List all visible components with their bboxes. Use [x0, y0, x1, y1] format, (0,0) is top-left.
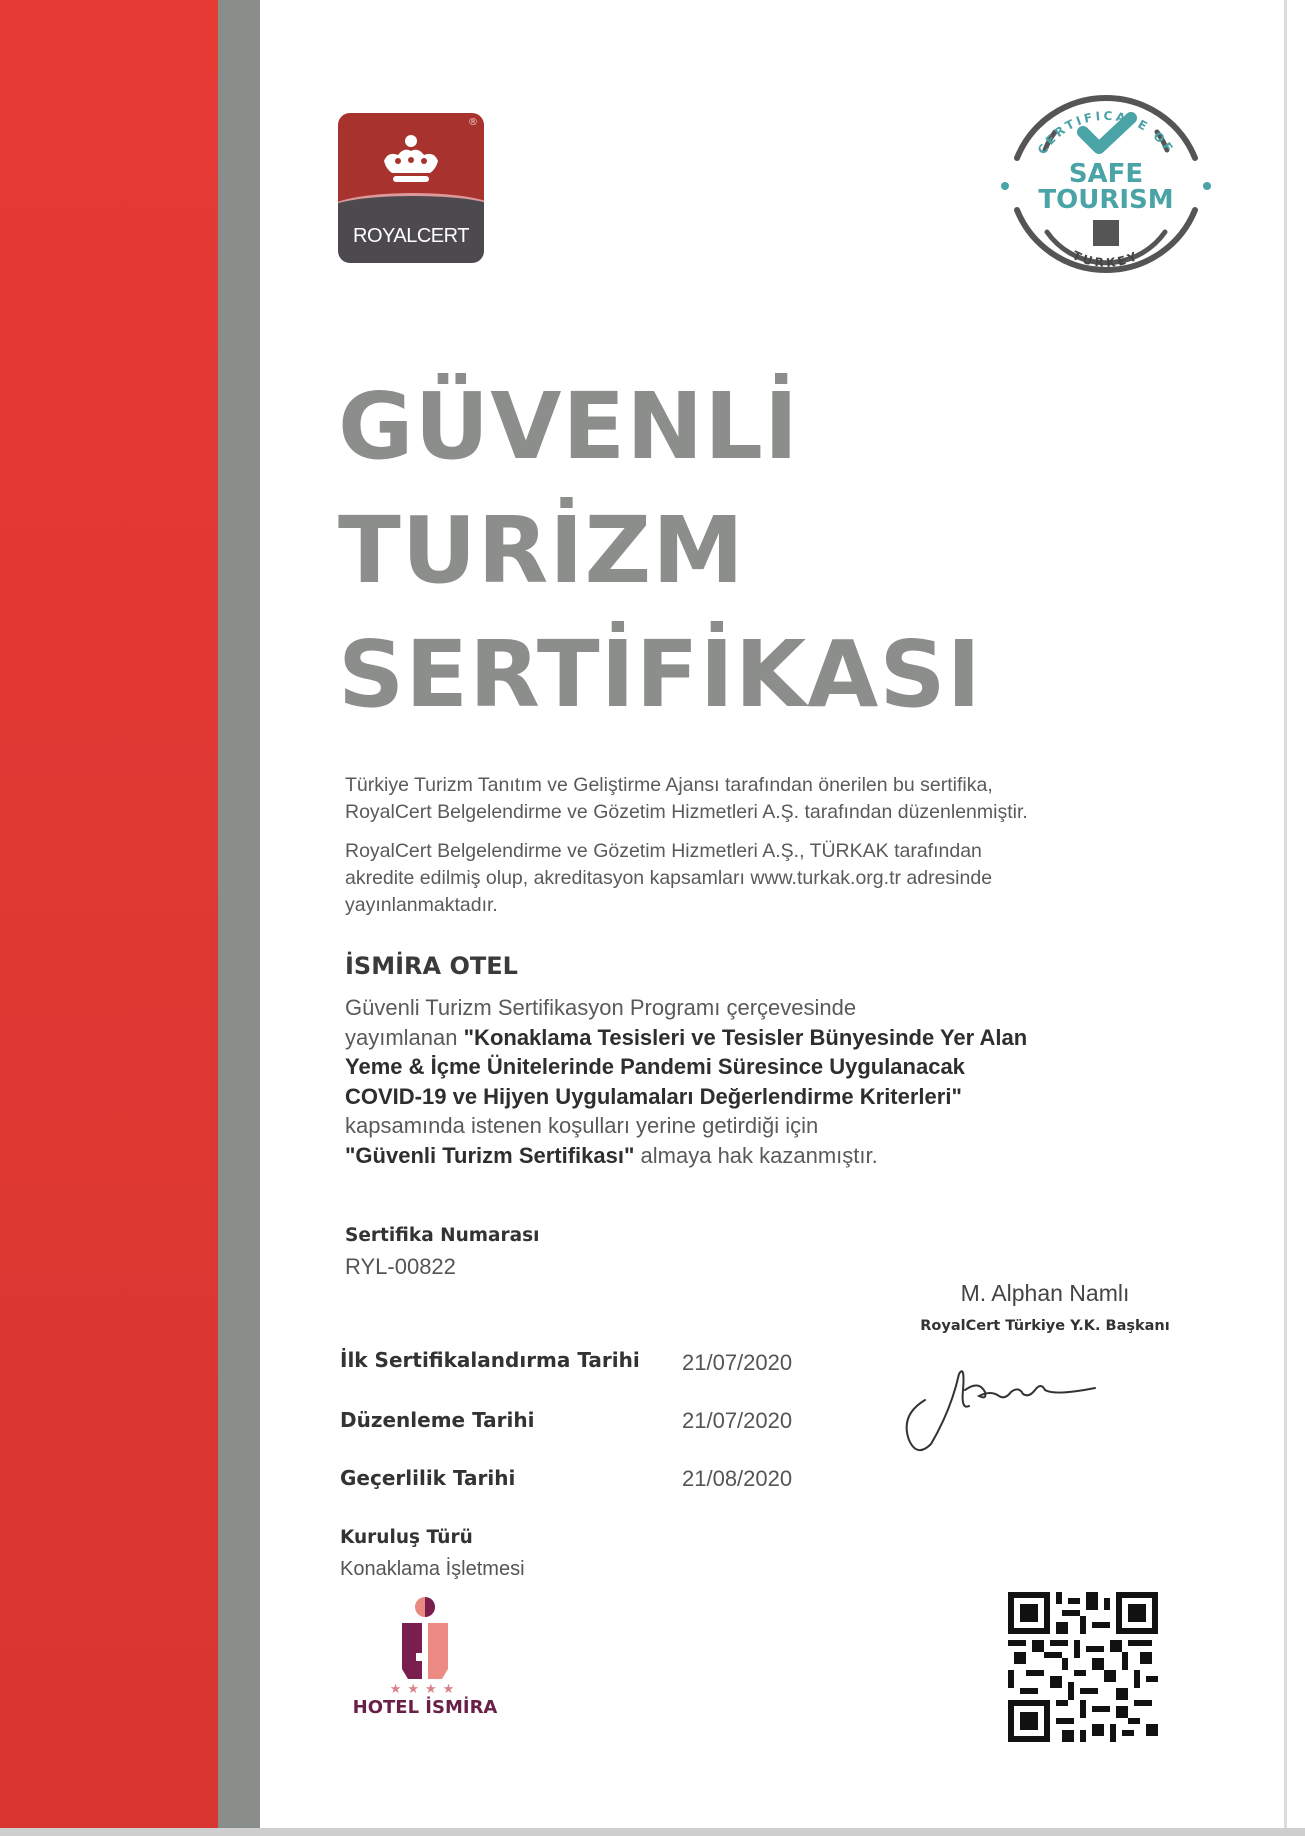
page-edge [1284, 0, 1287, 1828]
certificate-number-label: Sertifika Numarası [345, 1225, 540, 1246]
issue-date: 21/07/2020 [682, 1408, 793, 1433]
signature [895, 1360, 1125, 1460]
safe-tourism-seal [995, 70, 1217, 302]
organization-type-label: Kuruluş Türü [340, 1527, 473, 1548]
intro-paragraph-1: Türkiye Turizm Tanıtım ve Geliştirme Ajansı tarafından önerilen bu sertifika, RoyalCert Belgelendirme ve Gözetim Hizmetleri A.Ş. tarafından düzenlenmiştir. [345, 774, 1028, 823]
seal-line2: TOURISM [1038, 185, 1174, 215]
seal-line1: SAFE [1068, 159, 1144, 189]
gray-border-band [218, 0, 260, 1828]
crown-icon [376, 133, 446, 193]
issue-date-label: Düzenleme Tarihi [340, 1408, 535, 1432]
red-border-band [0, 0, 218, 1828]
recipient-name: İSMİRA OTEL [345, 952, 518, 980]
organization-type: Konaklama İşletmesi [340, 1558, 525, 1580]
certificate-title [338, 365, 982, 737]
first-certification-date: 21/07/2020 [682, 1350, 793, 1375]
royalcert-wordmark: ROYALCERT [353, 225, 469, 247]
validity-date: 21/08/2020 [682, 1466, 793, 1491]
title-line-1: GÜVENLİ [338, 373, 800, 480]
title-line-3: SERTİFİKASI [338, 621, 982, 728]
signatory-role: RoyalCert Türkiye Y.K. Başkanı [920, 1318, 1170, 1334]
seal-arc-bottom: TURKEY [1070, 248, 1142, 270]
registered-mark: ® [468, 117, 478, 128]
award-statement: Güvenli Turizm Sertifikasyon Programı çerçevesinde yayımlanan "Konaklama Tesisleri ve Tesisler Bünyesinde Yer Alan Yeme & İçme Ünitelerinde Pandemi Süresince Uygulanacak COVID-19 ve Hijyen Uygulamaları Değerlendirme Kriterleri" kapsamında istenen koşulları yerine getirdiği için "Güvenli Turizm Sertifikası" almaya hak kazanmıştır. [345, 995, 1028, 1168]
intro-paragraph-2: RoyalCert Belgelendirme ve Gözetim Hizmetleri A.Ş., TÜRKAK tarafından akredite edilmiş olup, akreditasyon kapsamları www.turkak.org.tr adresinde yayınlanmaktadır. [345, 840, 993, 916]
signatory-name: M. Alphan Namlı [960, 1280, 1130, 1306]
certificate-number: RYL-00822 [345, 1254, 456, 1279]
royalcert-logo [338, 113, 484, 263]
seal-arc-top: CERTIFICATE OF [1034, 108, 1178, 157]
hotel-ismira-logo [340, 1595, 510, 1735]
hotel-stars: ★★★★ [389, 1682, 461, 1695]
first-certification-date-label: İlk Sertifikalandırma Tarihi [340, 1348, 640, 1372]
hotel-logo-text: HOTEL İSMİRA [352, 1697, 498, 1718]
qr-code[interactable] [1008, 1592, 1158, 1742]
page-edge-bottom [0, 1828, 1305, 1836]
seal-mini-logo [1093, 220, 1119, 246]
validity-date-label: Geçerlilik Tarihi [340, 1466, 516, 1490]
title-line-2: TURİZM [338, 497, 745, 604]
